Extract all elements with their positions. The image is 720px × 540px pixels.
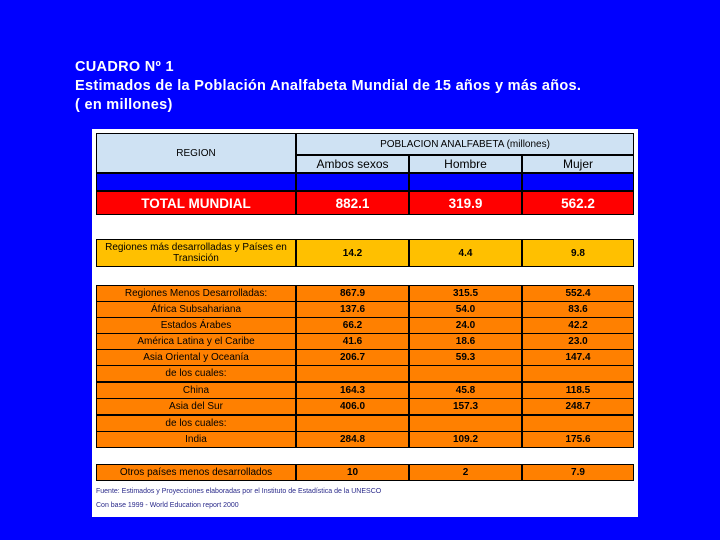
row-label: China	[96, 382, 296, 399]
developed-mujer: 9.8	[522, 239, 634, 267]
row-label: Asia del Sur	[96, 398, 296, 415]
row-ambos	[296, 415, 409, 432]
row-hombre: 54.0	[409, 301, 522, 318]
table-panel	[92, 129, 638, 517]
total-label: TOTAL MUNDIAL	[96, 191, 296, 215]
row-ambos: 284.8	[296, 431, 409, 448]
developed-hombre: 4.4	[409, 239, 522, 267]
row-mujer: 118.5	[522, 382, 634, 399]
row-mujer: 175.6	[522, 431, 634, 448]
others-label: Otros países menos desarrollados	[96, 464, 296, 481]
row-label: América Latina y el Caribe	[96, 333, 296, 350]
total-mujer: 562.2	[522, 191, 634, 215]
row-ambos: 867.9	[296, 285, 409, 302]
row-mujer: 42.2	[522, 317, 634, 334]
header-group: POBLACION ANALFABETA (millones)	[296, 133, 634, 155]
row-ambos	[296, 365, 409, 382]
header-col-ambos: Ambos sexos	[296, 155, 409, 173]
row-ambos: 164.3	[296, 382, 409, 399]
spacer-cell	[409, 173, 522, 191]
row-hombre: 157.3	[409, 398, 522, 415]
header-col-hombre: Hombre	[409, 155, 522, 173]
row-ambos: 206.7	[296, 349, 409, 366]
row-mujer: 147.4	[522, 349, 634, 366]
total-ambos: 882.1	[296, 191, 409, 215]
developed-ambos: 14.2	[296, 239, 409, 267]
row-label: Regiones Menos Desarrolladas:	[96, 285, 296, 302]
spacer-cell	[522, 173, 634, 191]
row-label: África Subsahariana	[96, 301, 296, 318]
total-hombre: 319.9	[409, 191, 522, 215]
row-hombre: 24.0	[409, 317, 522, 334]
row-label: Asia Oriental y Oceanía	[96, 349, 296, 366]
row-hombre: 59.3	[409, 349, 522, 366]
slide-title	[75, 58, 581, 115]
row-ambos: 406.0	[296, 398, 409, 415]
row-hombre	[409, 415, 522, 432]
row-mujer: 23.0	[522, 333, 634, 350]
title-line-2: Estimados de la Población Analfabeta Mundial de 15 años y más años.	[75, 78, 582, 94]
row-label: de los cuales:	[96, 415, 296, 432]
row-hombre: 109.2	[409, 431, 522, 448]
title-line-1: CUADRO Nº 1	[75, 59, 174, 75]
row-ambos: 66.2	[296, 317, 409, 334]
row-mujer: 552.4	[522, 285, 634, 302]
row-label: de los cuales:	[96, 365, 296, 382]
spacer-cell	[296, 173, 409, 191]
footnote-base: Con base 1999 - World Education report 2000	[96, 502, 239, 509]
row-hombre	[409, 365, 522, 382]
developed-label: Regiones más desarrolladas y Países en Transición	[96, 239, 296, 267]
header-col-mujer: Mujer	[522, 155, 634, 173]
row-mujer: 83.6	[522, 301, 634, 318]
row-label: Estados Árabes	[96, 317, 296, 334]
row-label: India	[96, 431, 296, 448]
row-hombre: 45.8	[409, 382, 522, 399]
others-hombre: 2	[409, 464, 522, 481]
row-ambos: 137.6	[296, 301, 409, 318]
spacer-cell	[96, 173, 296, 191]
row-ambos: 41.6	[296, 333, 409, 350]
others-ambos: 10	[296, 464, 409, 481]
row-mujer	[522, 415, 634, 432]
row-hombre: 315.5	[409, 285, 522, 302]
row-hombre: 18.6	[409, 333, 522, 350]
row-mujer: 248.7	[522, 398, 634, 415]
others-mujer: 7.9	[522, 464, 634, 481]
title-line-3: ( en millones)	[75, 97, 173, 113]
footnote-source: Fuente: Estimados y Proyecciones elaboradas por el Instituto de Estadística de la UNESCO	[96, 488, 382, 495]
row-mujer	[522, 365, 634, 382]
header-region: REGION	[96, 133, 296, 173]
